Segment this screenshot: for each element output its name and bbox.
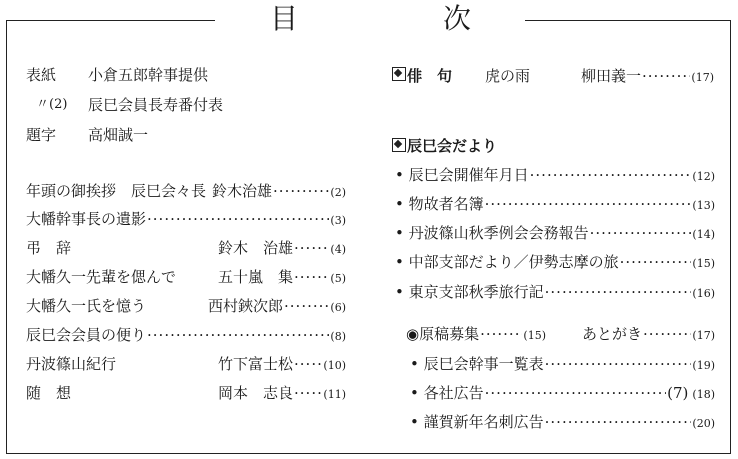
toc-leader (530, 166, 692, 184)
toc-page: ( 5 ) (330, 270, 346, 288)
title-calligraphy-label: 題字 (26, 126, 57, 144)
cover-label: 表紙 (26, 66, 57, 84)
heading-char-2: 次 (443, 2, 472, 35)
manuscript-page: ( 15 ) (523, 327, 546, 345)
toc-leader (294, 384, 322, 402)
toc-leader (294, 355, 322, 373)
misc-page: ( 18 ) (692, 386, 715, 404)
haiku-label: 俳 句 (407, 67, 453, 85)
toc-entry (26, 182, 346, 202)
misc-item (410, 413, 715, 433)
toc-title: 辰巳会会員の便り (26, 326, 147, 344)
news-title: • 中部支部だより／伊勢志摩の旅 (395, 253, 619, 271)
toc-leader (284, 297, 329, 315)
afterword-label: あとがき (582, 325, 643, 343)
misc-item (410, 384, 715, 404)
news-item (395, 283, 715, 303)
misc-page: ( 19 ) (692, 357, 715, 375)
news-item (395, 195, 715, 215)
news-page: ( 14 ) (692, 226, 715, 244)
toc-entry (26, 326, 346, 346)
toc-leader (147, 326, 329, 344)
news-item (395, 253, 715, 273)
toc-leader (643, 325, 691, 343)
toc-leader (545, 355, 692, 373)
toc-leader (480, 325, 522, 343)
toc-page: ( 4 ) (330, 241, 346, 259)
toc-page: ( 11 ) (323, 386, 346, 404)
news-title: • 東京支部秋季旅行記 (395, 283, 544, 301)
toc-title: 丹波篠山紀行 (26, 355, 117, 373)
toc-title: 随 想 (26, 384, 72, 402)
toc-title: 大幡久一氏を憶う (26, 297, 147, 315)
cover-sub-text: 辰巳会員長寿番付表 (88, 96, 224, 114)
toc-leader (545, 283, 692, 301)
misc-item (410, 355, 715, 375)
news-label: 辰巳会だより (407, 137, 498, 155)
toc-leader (485, 384, 667, 402)
title-calligraphy-text: 高畑誠一 (88, 126, 149, 144)
afterword-page: ( 17 ) (692, 327, 715, 345)
toc-title: 大幡幹事長の遺影 (26, 210, 147, 228)
news-title: • 物故者名簿 (395, 195, 484, 213)
misc-title: • 各社広告 (410, 384, 484, 402)
news-title: • 丹波篠山秋季例会会務報告 (395, 224, 589, 242)
toc-page: ( 10 ) (323, 357, 346, 375)
toc-entry (26, 210, 346, 230)
toc-leader (294, 239, 329, 257)
toc-leader (620, 253, 692, 271)
toc-page: ( 8 ) (330, 328, 346, 346)
toc-author: 竹下富士松 (218, 355, 294, 373)
misc-page-a: (7) (667, 384, 689, 402)
toc-author: 五十嵐 集 (218, 268, 294, 286)
diamond-icon (392, 67, 406, 81)
news-page: ( 13 ) (692, 197, 715, 215)
toc-leader (147, 210, 329, 228)
cover-sub-label: 〃(2) (36, 97, 68, 112)
misc-page: ( 20 ) (692, 415, 715, 433)
toc-author: 岡本 志良 (218, 384, 294, 402)
toc-leader (590, 224, 692, 242)
misc-title: • 辰巳会幹事一覧表 (410, 355, 544, 373)
afterword-entry (582, 325, 715, 345)
manuscript-entry (406, 325, 546, 345)
toc-leader (294, 268, 329, 286)
toc-author: 鈴木治雄 (212, 182, 273, 200)
news-page: ( 12 ) (692, 168, 715, 186)
diamond-icon (392, 138, 406, 152)
toc-entry (26, 355, 346, 375)
toc-title: 大幡久一先輩を偲んで (26, 268, 177, 286)
toc-leader (485, 195, 692, 213)
news-title: • 辰巳会開催年月日 (395, 166, 529, 184)
heading-gap (215, 8, 525, 36)
toc-entry (26, 297, 346, 317)
misc-page-a-value: 7 (673, 384, 683, 402)
toc-page: ( 3 ) (330, 212, 346, 230)
toc-entry (26, 384, 346, 404)
toc-page: ( 6 ) (330, 299, 346, 317)
toc-author: 鈴木 治雄 (218, 239, 294, 257)
cover-text: 小倉五郎幹事提供 (88, 66, 209, 84)
toc-leader (545, 413, 692, 431)
toc-title: 弔 辞 (26, 239, 72, 257)
toc-leader (273, 182, 329, 200)
toc-entry (26, 268, 346, 288)
haiku-title: 虎の雨 (485, 67, 531, 85)
news-item (395, 166, 715, 186)
news-page: ( 15 ) (692, 255, 715, 273)
toc-leader (642, 67, 690, 85)
toc-page: ( 2 ) (330, 184, 346, 202)
news-heading (392, 137, 497, 155)
toc-author: 西村鋏次郎 (208, 297, 284, 315)
toc-entry (26, 239, 346, 259)
misc-title: • 謹賀新年名刺広告 (410, 413, 544, 431)
haiku-page: ( 17 ) (691, 69, 714, 87)
toc-title: 年頭の御挨拶 辰巳会々長 (26, 182, 207, 200)
haiku-entry (392, 67, 714, 87)
haiku-author: 柳田義一 (581, 67, 642, 85)
manuscript-label: ◉原稿募集 (406, 325, 480, 343)
heading-char-1: 目 (270, 2, 299, 35)
news-item (395, 224, 715, 244)
news-page: ( 16 ) (692, 285, 715, 303)
